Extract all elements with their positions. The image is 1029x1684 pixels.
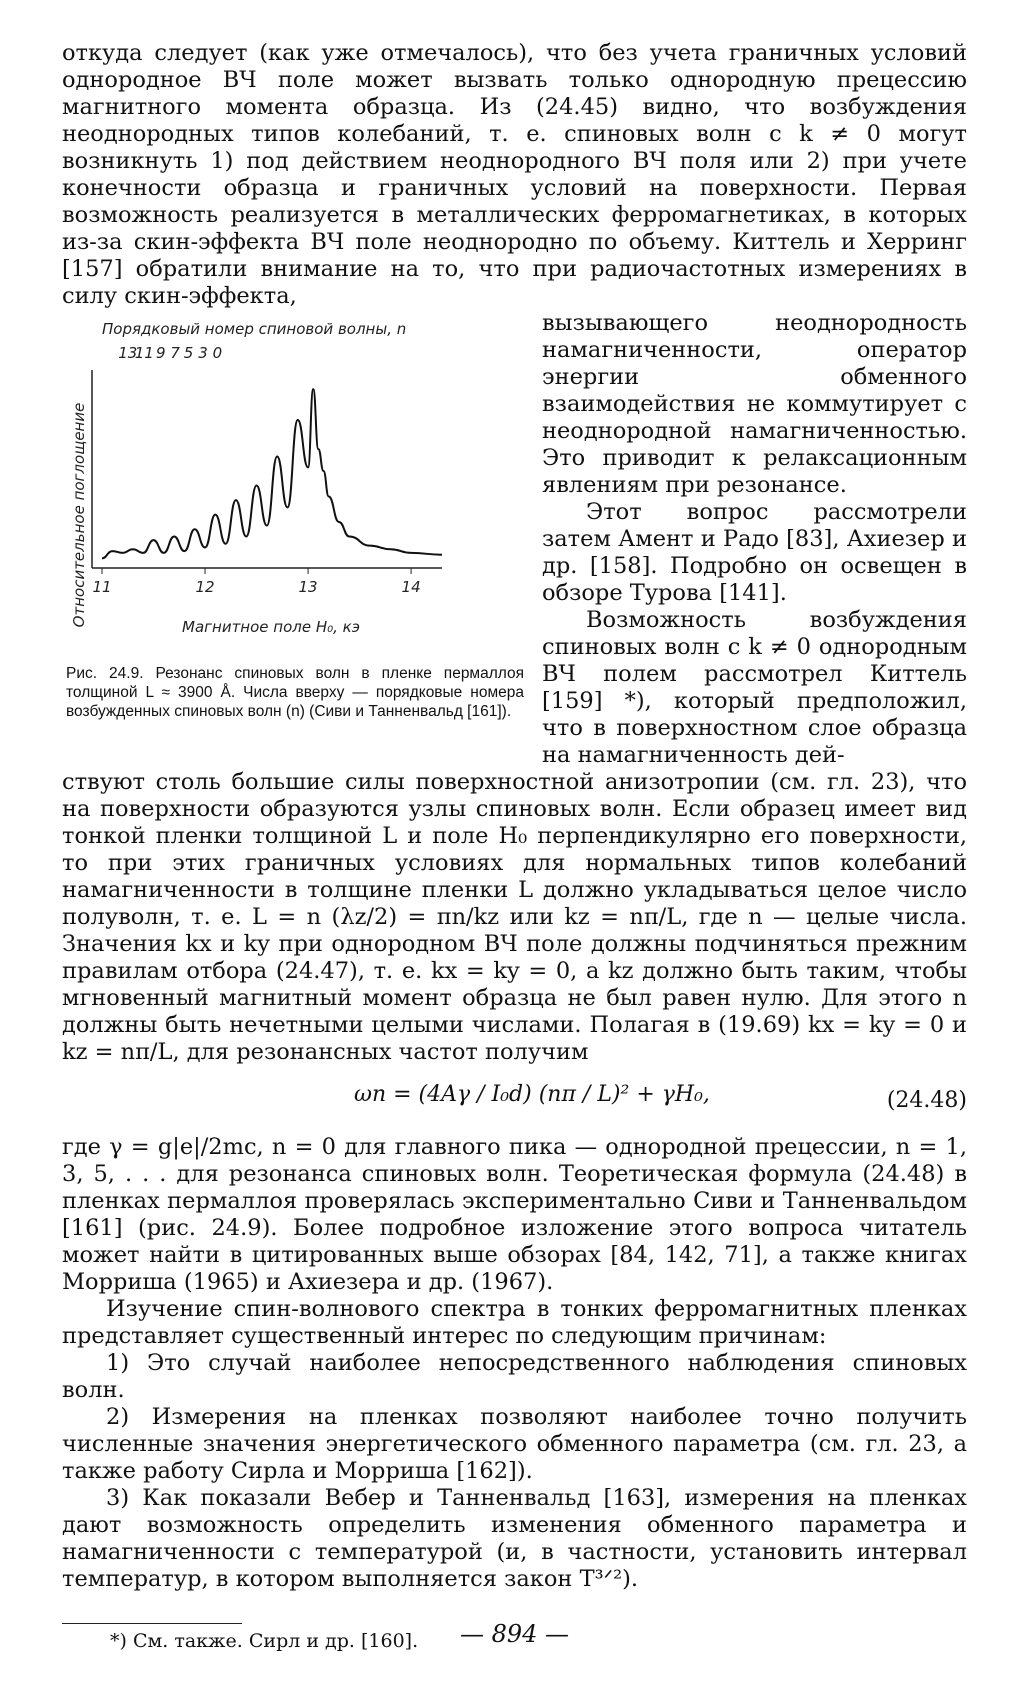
paragraph-7: 3) Как показали Вебер и Танненвальд [163], измерения на пленках дают возможность определить изменения обменного параметра и намагниченности с температурой (и, в частности, установить интервал температур, в котором выполняется закон T³ᐟ²). (62, 1485, 967, 1592)
x-tick-label: 11 (92, 578, 112, 596)
figure-caption: Рис. 24.9. Резонанс спиновых волн в пленке пермаллоя толщиной L ≈ 3900 Å. Числа вверху — порядковые номера возбужденных спиновых волн (n) (Сиви и Танненвальд [161]). (66, 665, 524, 720)
paragraph-4: Изучение спин-волнового спектра в тонких ферромагнитных пленках представляет существенный интерес по следующим причинам: (62, 1296, 967, 1349)
y-axis-label: Относительное поглощение (70, 402, 88, 628)
side-paragraph-2: Этот вопрос рассмотрели затем Амент и Радо [83], Ахиезер и др. [158]. Подробно он освещен в обзоре Турова [141]. (542, 499, 967, 606)
top-tick-label: 3 (198, 344, 208, 362)
top-tick-label: 9 (155, 344, 166, 362)
absorption-curve (102, 389, 442, 558)
top-tick-label: 5 (183, 344, 194, 362)
equation-number: (24.48) (886, 1088, 967, 1113)
figure-wrap (62, 310, 967, 769)
paragraph-5: 1) Это случай наиболее непосредственного наблюдения спиновых волн. (62, 1350, 967, 1403)
top-ticks-group (118, 344, 222, 362)
side-text-column (542, 310, 967, 769)
side-paragraph-3: Возможность возбуждения спиновых волн с k ≠ 0 однородным ВЧ полем рассмотрел Киттель [159] *), который предположил, что в поверхностном слое образца на намагниченность дей- (542, 607, 967, 768)
figure-24-9 (62, 310, 524, 658)
top-axis-label: Порядковый номер спиновой волны, n (102, 320, 407, 338)
paragraph-6: 2) Измерения на пленках позволяют наиболее точно получить численные значения энергетического обменного параметра (см. гл. 23, а также работу Сирла и Морриша [162]). (62, 1404, 967, 1484)
page-body (62, 40, 967, 1652)
paragraph-3: где γ = g|e|/2mc, n = 0 для главного пика — однородной прецессии, n = 1, 3, 5, . . . для резонанса спиновых волн. Теоретическая формула (24.48) в пленках пермаллоя проверялась экспериментально Сиви и Танненвальдом [161] (рис. 24.9). Более подробное изложение этого вопроса читатель может найти в цитированных выше обзорах [84, 142, 71], а также книгах Морриша (1965) и Ахиезера и др. (1967). (62, 1134, 967, 1295)
x-ticks-group (92, 568, 420, 596)
paragraph-2: ствуют столь большие силы поверхностной анизотропии (см. гл. 23), что на поверхности образуются узлы спиновых волн. Если образец имеет вид тонкой пленки толщиной L и поле H₀ перпендикулярно его поверхности, то при этих граничных условиях для нормальных типов колебаний намагниченности в толщине пленки L должно укладываться целое число полуволн, т. е. L = n (λz/2) = πn/kz или kz = nπ/L, где n — целые числа. Значения kx и ky при однородном ВЧ поле должны подчиняться прежним правилам отбора (24.47), т. е. kx = ky = 0, а kz должно быть таким, чтобы мгновенный магнитный момент образца не был равен нулю. Для этого n должны быть нечетными целыми числами. Полагая в (19.69) kx = ky = 0 и kz = nπ/L, для резонансных частот получим (62, 769, 967, 1065)
top-tick-label: 7 (170, 344, 180, 362)
equation-formula: ωn = (4Aγ / I₀d) (nπ / L)² + γH₀, (354, 1082, 710, 1107)
x-axis-label: Магнитное поле H₀, кэ (182, 618, 360, 636)
spin-wave-chart (62, 310, 524, 658)
side-paragraph-1: вызывающего неоднородность намагниченности, оператор энергии обменного взаимодействия не коммутирует с неоднородной намагниченностью. Это приводит к релаксационным явлениям при резонансе. (542, 310, 967, 498)
x-tick-label: 14 (401, 578, 421, 596)
x-tick-label: 12 (195, 578, 215, 596)
page-number: — 894 — (459, 1620, 570, 1648)
paragraph-1: откуда следует (как уже отмечалось), что без учета граничных условий однородное ВЧ поле может вызвать только однородную прецессию магнитного момента образца. Из (24.45) видно, что возбуждения неоднородных типов колебаний, т. е. спиновых волн с k ≠ 0 могут возникнуть 1) под действием неоднородного ВЧ поля или 2) при учете конечности образца и граничных условий на поверхности. Первая возможность реализуется в металлических ферромагнетиках, в которых из-за скин-эффекта ВЧ поле неоднородно по объему. Киттель и Херринг [157] обратили внимание на то, что при радиочастотных измерениях в силу скин-эффекта, (62, 40, 967, 309)
x-tick-label: 13 (298, 578, 318, 596)
top-tick-label: 13 (118, 344, 138, 362)
footnote: *) См. также. Сирл и др. [160]. (110, 1630, 419, 1652)
top-tick-label: 0 (212, 344, 223, 362)
figure-column (62, 310, 524, 769)
top-tick-label: 11 (134, 344, 154, 362)
equation-24-48 (62, 1072, 967, 1132)
